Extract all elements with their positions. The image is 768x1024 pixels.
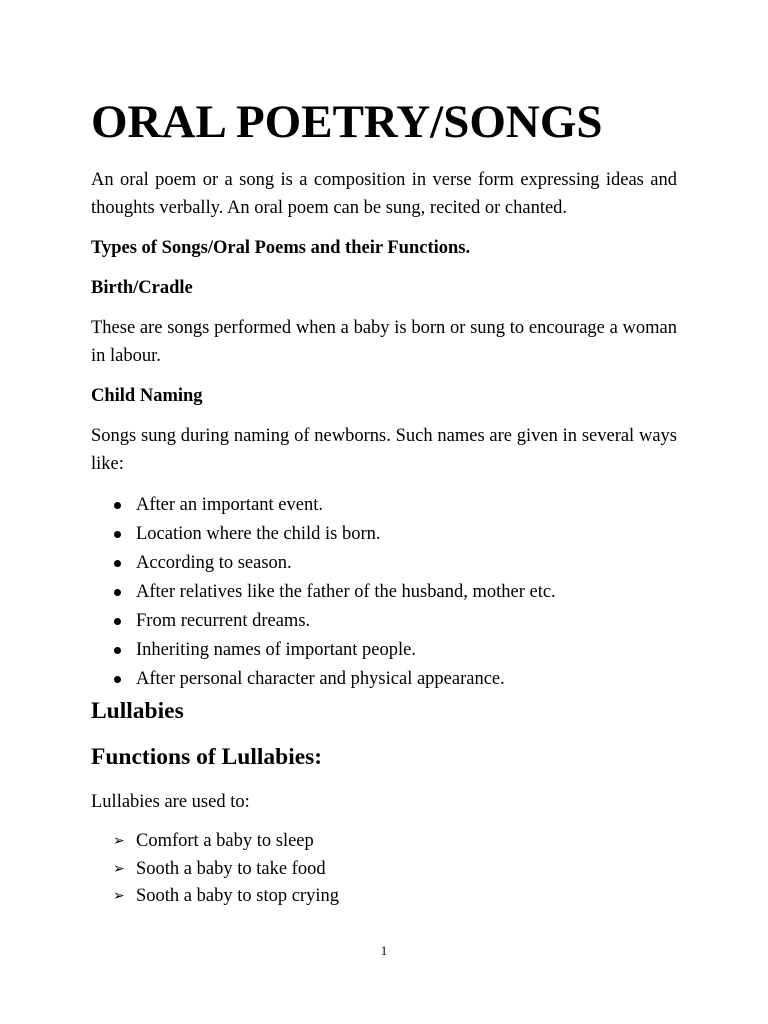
list-item [91, 828, 339, 856]
arrowhead-bullet-icon: ➢ [113, 860, 125, 877]
bullet-icon [114, 502, 121, 509]
document-title: ORAL POETRY/SONGS [91, 96, 603, 148]
intro-paragraph: An oral poem or a song is a composition in verse form expressing ideas and thoughts verbally. An oral poem can be sung, recited or chanted. [91, 170, 677, 218]
bullet-icon [114, 647, 121, 654]
list-item [91, 520, 556, 549]
list-item-text: After relatives like the father of the husband, mother etc. [136, 582, 556, 602]
page-number: 1 [380, 943, 388, 958]
bullet-icon [114, 589, 121, 596]
lullabies-intro: Lullabies are used to: [91, 792, 250, 812]
child-naming-heading: Child Naming [91, 386, 203, 406]
child-naming-paragraph: Songs sung during naming of newborns. Such names are given in several ways like: [91, 426, 677, 474]
list-item [91, 636, 556, 665]
list-item-text: From recurrent dreams. [136, 611, 311, 631]
list-item [91, 578, 556, 607]
list-item [91, 665, 556, 694]
bullet-icon [114, 676, 121, 683]
list-item [91, 549, 556, 578]
list-item [91, 491, 556, 520]
types-heading: Types of Songs/Oral Poems and their Functions. [91, 238, 471, 258]
functions-of-lullabies-heading: Functions of Lullabies: [91, 744, 323, 770]
list-item-text: Sooth a baby to stop crying [136, 886, 339, 906]
list-item [91, 883, 339, 911]
bullet-icon [114, 531, 121, 538]
bullet-icon [114, 618, 121, 625]
lullaby-functions-list [91, 828, 339, 911]
arrowhead-bullet-icon: ➢ [113, 888, 125, 904]
list-item-text: According to season. [136, 553, 292, 573]
list-item [91, 607, 556, 636]
list-item-text: Sooth a baby to take food [136, 858, 326, 879]
naming-ways-list [91, 491, 556, 694]
arrowhead-bullet-icon: ➢ [113, 833, 125, 849]
list-item-text: After an important event. [136, 495, 323, 515]
lullabies-heading: Lullabies [91, 698, 184, 724]
bullet-icon [114, 560, 121, 567]
list-item-text: After personal character and physical appearance. [136, 669, 505, 689]
list-item-text: Comfort a baby to sleep [136, 831, 314, 851]
list-item-text: Location where the child is born. [136, 524, 381, 544]
birth-cradle-paragraph: These are songs performed when a baby is born or sung to encourage a woman in labour. [91, 318, 677, 366]
list-item [91, 856, 339, 884]
list-item-text: Inheriting names of important people. [136, 640, 416, 660]
birth-cradle-heading: Birth/Cradle [91, 278, 193, 298]
